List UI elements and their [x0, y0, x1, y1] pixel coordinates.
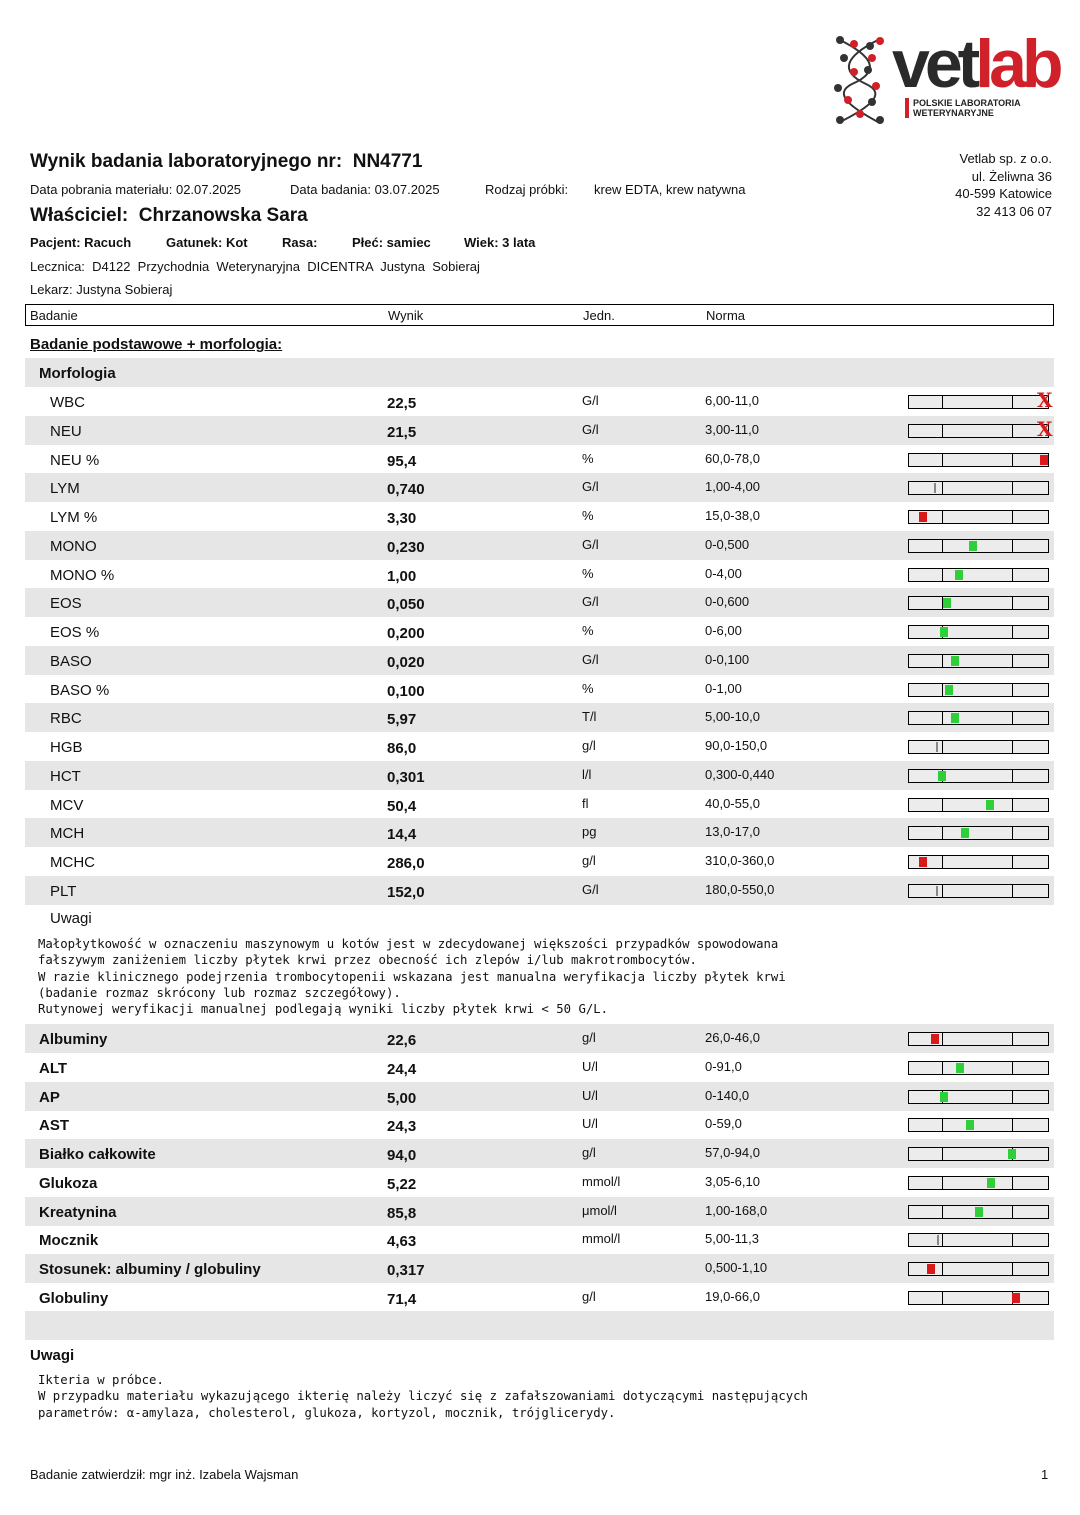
test-result: 0,200	[387, 625, 425, 642]
test-result: 0,317	[387, 1262, 425, 1279]
clinic: Lecznica: D4122 Przychodnia Weterynaryjna DICENTRA Justyna Sobieraj	[30, 259, 480, 274]
result-marker	[919, 857, 927, 867]
range-divider	[1012, 540, 1013, 552]
range-divider	[1012, 655, 1013, 667]
table-row	[25, 761, 1054, 790]
test-norm: 3,00-11,0	[705, 421, 759, 437]
range-divider	[1012, 1234, 1013, 1246]
table-row	[25, 1082, 1054, 1111]
test-unit: %	[582, 450, 594, 466]
test-name: BASO %	[50, 681, 110, 699]
table-header	[25, 304, 1054, 326]
range-divider	[1012, 1263, 1013, 1275]
test-unit: g/l	[582, 853, 596, 868]
range-divider	[1012, 1062, 1013, 1074]
result-marker	[943, 598, 951, 608]
test-result: 5,97	[387, 711, 417, 729]
range-divider	[942, 425, 943, 437]
report-title: Wynik badania laboratoryjnego nr: NN4771	[30, 151, 423, 172]
result-marker	[961, 828, 969, 838]
test-unit: %	[582, 623, 594, 638]
test-name: MCHC	[50, 854, 95, 871]
range-divider	[942, 1148, 943, 1160]
test-name: LYM	[50, 480, 80, 498]
test-name: MCV	[50, 796, 84, 814]
result-marker	[931, 1034, 939, 1044]
test-unit: G/l	[582, 421, 599, 437]
test-norm: 57,0-94,0	[705, 1145, 760, 1160]
test-result: 24,3	[387, 1118, 417, 1136]
range-divider	[1012, 856, 1013, 868]
test-name: Białko całkowite	[39, 1146, 156, 1163]
test-unit: g/l	[582, 738, 596, 753]
col-norm: Norma	[706, 308, 746, 323]
range-indicator	[908, 798, 1049, 812]
range-indicator	[908, 1061, 1049, 1075]
result-marker	[1008, 1149, 1016, 1159]
test-norm: 0-0,100	[705, 651, 750, 667]
range-divider	[942, 856, 943, 868]
range-divider	[1012, 626, 1013, 638]
range-divider	[1012, 684, 1013, 696]
result-marker	[969, 541, 977, 551]
test-result: 3,30	[387, 510, 417, 527]
result-marker	[938, 771, 946, 781]
result-marker	[940, 627, 948, 637]
table-row	[25, 790, 1054, 819]
test-norm: 19,0-66,0	[705, 1288, 760, 1304]
range-divider	[942, 712, 943, 724]
test-norm: 0-0,600	[705, 594, 750, 610]
test-unit: mmol/l	[582, 1173, 621, 1189]
report-number: NN4771	[352, 151, 423, 172]
test-unit: %	[582, 565, 594, 581]
morphology-group-label: Morfologia	[39, 365, 116, 382]
test-unit: U/l	[582, 1087, 598, 1103]
range-divider	[942, 569, 943, 581]
test-result: 0,100	[387, 682, 425, 700]
test-name: AP	[39, 1088, 60, 1106]
range-divider	[1012, 1206, 1013, 1218]
test-unit: mmol/l	[582, 1231, 621, 1247]
logo-tagline: POLSKIE LABORATORIA WETERYNARYJNE	[905, 98, 1021, 118]
test-result: 1,00	[387, 567, 417, 585]
table-row	[25, 1283, 1054, 1312]
table-row	[25, 387, 1054, 416]
test-norm: 1,00-4,00	[705, 479, 760, 495]
range-divider	[1012, 1177, 1013, 1189]
test-unit: fl	[582, 795, 589, 811]
test-norm: 90,0-150,0	[705, 738, 768, 753]
test-name: HCT	[50, 767, 81, 785]
range-divider	[942, 655, 943, 667]
test-unit: G/l	[582, 651, 599, 667]
col-result: Wynik	[388, 308, 424, 323]
test-unit: G/l	[582, 479, 599, 495]
test-result: 22,6	[387, 1032, 417, 1049]
test-date: Data badania: 03.07.2025	[290, 182, 440, 197]
result-marker	[966, 1120, 974, 1130]
range-indicator	[908, 1147, 1049, 1161]
range-divider	[1012, 396, 1013, 408]
test-unit: pg	[582, 824, 597, 840]
test-name: PLT	[50, 882, 77, 900]
range-indicator	[908, 855, 1049, 869]
col-test: Badanie	[30, 308, 78, 323]
test-result: 4,63	[387, 1233, 417, 1251]
test-result: 14,4	[387, 826, 417, 844]
range-indicator	[908, 1262, 1049, 1276]
test-norm: 0-6,00	[705, 623, 742, 638]
table-row	[25, 646, 1054, 675]
test-norm: 15,0-38,0	[705, 508, 760, 523]
test-result: 94,0	[387, 1147, 417, 1164]
test-name: BASO	[50, 652, 92, 670]
test-unit: μmol/l	[582, 1202, 617, 1218]
test-name: AST	[39, 1117, 69, 1135]
test-norm: 3,05-6,10	[705, 1173, 760, 1189]
table-row	[25, 416, 1054, 445]
test-unit: U/l	[582, 1058, 598, 1074]
test-unit: %	[582, 508, 594, 523]
range-indicator	[908, 424, 1049, 438]
range-divider	[1012, 511, 1013, 523]
test-name: MONO	[50, 537, 97, 555]
owner: Właściciel: Chrzanowska Sara	[30, 205, 308, 226]
test-name: NEU %	[50, 451, 100, 469]
test-norm: 180,0-550,0	[705, 881, 775, 897]
test-unit: T/l	[582, 709, 597, 725]
range-divider	[1012, 597, 1013, 609]
test-name: Stosunek: albuminy / globuliny	[39, 1261, 261, 1278]
range-divider	[942, 482, 943, 494]
range-indicator	[908, 826, 1049, 840]
result-marker	[940, 1092, 948, 1102]
logo-wordmark: vetlab	[892, 26, 1059, 102]
range-indicator	[908, 568, 1049, 582]
sample-type-label: Rodzaj próbki:	[485, 182, 569, 197]
range-indicator	[908, 1176, 1049, 1190]
collection-date: Data pobrania materiału: 02.07.2025	[30, 182, 242, 197]
range-divider	[942, 1062, 943, 1074]
dna-icon	[832, 36, 894, 126]
table-row	[25, 617, 1054, 646]
test-unit: g/l	[582, 1030, 596, 1045]
test-norm: 5,00-11,3	[705, 1231, 759, 1247]
test-norm: 5,00-10,0	[705, 709, 760, 725]
morphology-group-row	[25, 358, 1054, 387]
table-row	[25, 502, 1054, 531]
test-norm: 26,0-46,0	[705, 1030, 760, 1045]
test-name: ALT	[39, 1059, 68, 1077]
range-indicator	[908, 740, 1049, 754]
test-name: EOS %	[50, 624, 100, 641]
range-divider	[942, 1177, 943, 1189]
test-name: Mocznik	[39, 1232, 99, 1250]
range-indicator	[908, 539, 1049, 553]
result-marker	[986, 800, 994, 810]
result-marker	[927, 1264, 935, 1274]
test-name: HGB	[50, 739, 83, 756]
test-norm: 40,0-55,0	[705, 795, 760, 811]
range-indicator	[908, 1233, 1049, 1247]
result-marker	[951, 656, 959, 666]
test-name: MONO %	[50, 566, 115, 584]
notes: Ikteria w próbce. W przypadku materiału wykazującego ikterię należy liczyć się z zafałszowaniami dotyczącymi następujących parametrów: α-amylaza, cholesterol, glukoza, kortyzol, mocznik, trójglicerydy.	[38, 1373, 808, 1420]
approved-by: Badanie zatwierdził: mgr inż. Izabela Wajsman	[30, 1467, 299, 1482]
range-divider	[1012, 1033, 1013, 1045]
test-norm: 0-91,0	[705, 1058, 742, 1074]
result-marker	[987, 1178, 995, 1188]
result-marker	[934, 483, 936, 493]
range-divider	[942, 540, 943, 552]
test-norm: 6,00-11,0	[705, 393, 759, 408]
test-unit: g/l	[582, 1288, 596, 1304]
sex: Płeć: samiec	[352, 235, 431, 250]
range-divider	[1012, 454, 1013, 466]
test-result: 286,0	[387, 855, 425, 872]
range-divider	[1012, 482, 1013, 494]
table-row	[25, 1197, 1054, 1226]
range-indicator	[908, 683, 1049, 697]
test-result: 71,4	[387, 1290, 417, 1308]
test-result: 21,5	[387, 423, 417, 441]
range-divider	[1012, 1119, 1013, 1131]
test-result: 5,00	[387, 1089, 417, 1107]
test-result: 24,4	[387, 1060, 417, 1078]
table-row	[25, 1110, 1054, 1139]
test-unit: G/l	[582, 536, 599, 552]
range-divider	[942, 1292, 943, 1304]
range-indicator	[908, 1205, 1049, 1219]
range-divider	[1012, 770, 1013, 782]
range-divider	[1012, 1091, 1013, 1103]
test-name: Kreatynina	[39, 1203, 117, 1221]
test-result: 0,301	[387, 768, 425, 786]
range-indicator	[908, 1291, 1049, 1305]
range-indicator	[908, 625, 1049, 639]
range-divider	[1012, 712, 1013, 724]
range-indicator	[908, 1090, 1049, 1104]
table-row	[25, 1168, 1054, 1197]
test-result: 0,740	[387, 481, 425, 499]
test-unit: %	[582, 680, 594, 696]
result-marker	[1012, 1293, 1020, 1303]
test-norm: 13,0-17,0	[705, 824, 760, 840]
test-unit: G/l	[582, 393, 599, 408]
table-row	[25, 847, 1054, 876]
test-unit: G/l	[582, 881, 599, 897]
range-indicator	[908, 711, 1049, 725]
table-row	[25, 1139, 1054, 1168]
range-divider	[1012, 425, 1013, 437]
range-divider	[942, 827, 943, 839]
test-unit: g/l	[582, 1145, 596, 1160]
col-unit: Jedn.	[583, 308, 615, 323]
test-norm: 0,300-0,440	[705, 766, 775, 782]
species: Gatunek: Kot	[166, 235, 248, 250]
notes-label: Uwagi	[30, 1347, 75, 1364]
range-divider	[942, 799, 943, 811]
result-marker	[975, 1207, 983, 1217]
range-indicator	[908, 884, 1049, 898]
test-unit: l/l	[582, 766, 592, 782]
result-marker	[936, 886, 938, 896]
range-divider	[942, 1119, 943, 1131]
test-name: RBC	[50, 710, 82, 728]
result-marker	[1040, 455, 1048, 465]
range-divider	[942, 741, 943, 753]
test-name: MCH	[50, 825, 85, 843]
test-unit: G/l	[582, 594, 599, 610]
range-divider	[942, 1206, 943, 1218]
test-norm: 0-59,0	[705, 1116, 742, 1132]
table-row	[25, 675, 1054, 704]
range-indicator	[908, 481, 1049, 495]
doctor: Lekarz: Justyna Sobieraj	[30, 282, 173, 297]
result-marker	[919, 512, 927, 522]
test-norm: 310,0-360,0	[705, 853, 775, 868]
range-indicator	[908, 769, 1049, 783]
morph-notes-label: Uwagi	[50, 910, 92, 927]
range-divider	[942, 684, 943, 696]
test-result: 0,230	[387, 538, 425, 556]
test-norm: 0-140,0	[705, 1087, 750, 1103]
test-name: LYM %	[50, 509, 98, 526]
section-title: Badanie podstawowe + morfologia:	[30, 336, 283, 353]
table-row	[25, 473, 1054, 502]
test-name: NEU	[50, 422, 82, 440]
test-result: 50,4	[387, 797, 417, 815]
out-of-range-icon: X	[1037, 388, 1053, 412]
test-result: 0,050	[387, 596, 425, 614]
test-norm: 1,00-168,0	[705, 1202, 768, 1218]
range-divider	[1012, 741, 1013, 753]
table-row	[25, 1024, 1054, 1053]
table-row	[25, 1053, 1054, 1082]
result-marker	[956, 1063, 964, 1073]
range-indicator	[908, 395, 1049, 409]
range-divider	[942, 511, 943, 523]
range-divider	[942, 454, 943, 466]
table-row	[25, 876, 1054, 905]
range-indicator	[908, 654, 1049, 668]
test-norm: 0-1,00	[705, 680, 742, 696]
table-row	[25, 531, 1054, 560]
result-marker	[951, 713, 959, 723]
test-norm: 0-0,500	[705, 536, 750, 552]
test-result: 22,5	[387, 395, 417, 412]
range-divider	[942, 885, 943, 897]
range-divider	[942, 1234, 943, 1246]
range-divider	[1012, 885, 1013, 897]
out-of-range-icon: X	[1037, 416, 1053, 441]
range-indicator	[908, 510, 1049, 524]
table-row	[25, 445, 1054, 474]
test-result: 152,0	[387, 883, 425, 901]
result-marker	[955, 570, 963, 580]
test-name: WBC	[50, 394, 85, 411]
test-name: Globuliny	[39, 1289, 109, 1307]
table-row	[25, 818, 1054, 847]
table-row	[25, 1254, 1054, 1283]
vetlab-logo	[832, 26, 1059, 126]
test-result: 86,0	[387, 740, 417, 757]
test-result: 0,020	[387, 653, 425, 671]
range-divider	[942, 396, 943, 408]
test-result: 5,22	[387, 1175, 417, 1193]
age: Wiek: 3 lata	[464, 235, 536, 250]
patient-name: Pacjent: Racuch	[30, 235, 132, 250]
table-row	[25, 1225, 1054, 1254]
range-divider	[1012, 569, 1013, 581]
result-marker	[937, 1235, 939, 1245]
range-divider	[1012, 799, 1013, 811]
sample-type-value: krew EDTA, krew natywna	[594, 182, 746, 197]
test-result: 95,4	[387, 452, 417, 470]
result-marker	[945, 685, 953, 695]
range-indicator	[908, 596, 1049, 610]
range-divider	[942, 1033, 943, 1045]
page-number: 1	[1041, 1467, 1049, 1482]
table-row	[25, 732, 1054, 761]
range-divider	[942, 1263, 943, 1275]
test-name: Glukoza	[39, 1174, 98, 1192]
test-norm: 0,500-1,10	[705, 1260, 768, 1275]
result-marker	[936, 742, 938, 752]
morph-notes: Małopłytkowość w oznaczeniu maszynowym u kotów jest w zdecydowanej większości przypadków spowodowana fałszywym zaniżeniem liczby płytek krwi przez obecność ich zlepów i/lub makrotrombocytów. W razie klinicznego podejrzenia trombocytopenii wskazana jest manualna weryfikacja liczby płytek krwi (badanie rozmaz skrócony lub rozmaz szczegółowy). Rutynowej weryfikacji manualnej podlegają wyniki liczby płytek krwi < 50 G/L.	[38, 937, 786, 1017]
test-result: 85,8	[387, 1204, 417, 1222]
table-row	[25, 588, 1054, 617]
range-indicator	[908, 1032, 1049, 1046]
test-norm: 0-4,00	[705, 565, 742, 581]
table-row	[25, 560, 1054, 589]
table-row	[25, 703, 1054, 732]
company-address: Vetlab sp. z o.o. ul. Żeliwna 36 40-599 Katowice 32 413 06 07	[955, 151, 1052, 219]
range-indicator	[908, 1118, 1049, 1132]
test-name: EOS	[50, 595, 82, 613]
test-unit: U/l	[582, 1116, 598, 1132]
range-divider	[1012, 827, 1013, 839]
test-norm: 60,0-78,0	[705, 450, 760, 466]
table-end-spacer	[25, 1311, 1054, 1340]
test-name: Albuminy	[39, 1031, 108, 1048]
breed: Rasa:	[282, 235, 318, 250]
range-indicator	[908, 453, 1049, 467]
